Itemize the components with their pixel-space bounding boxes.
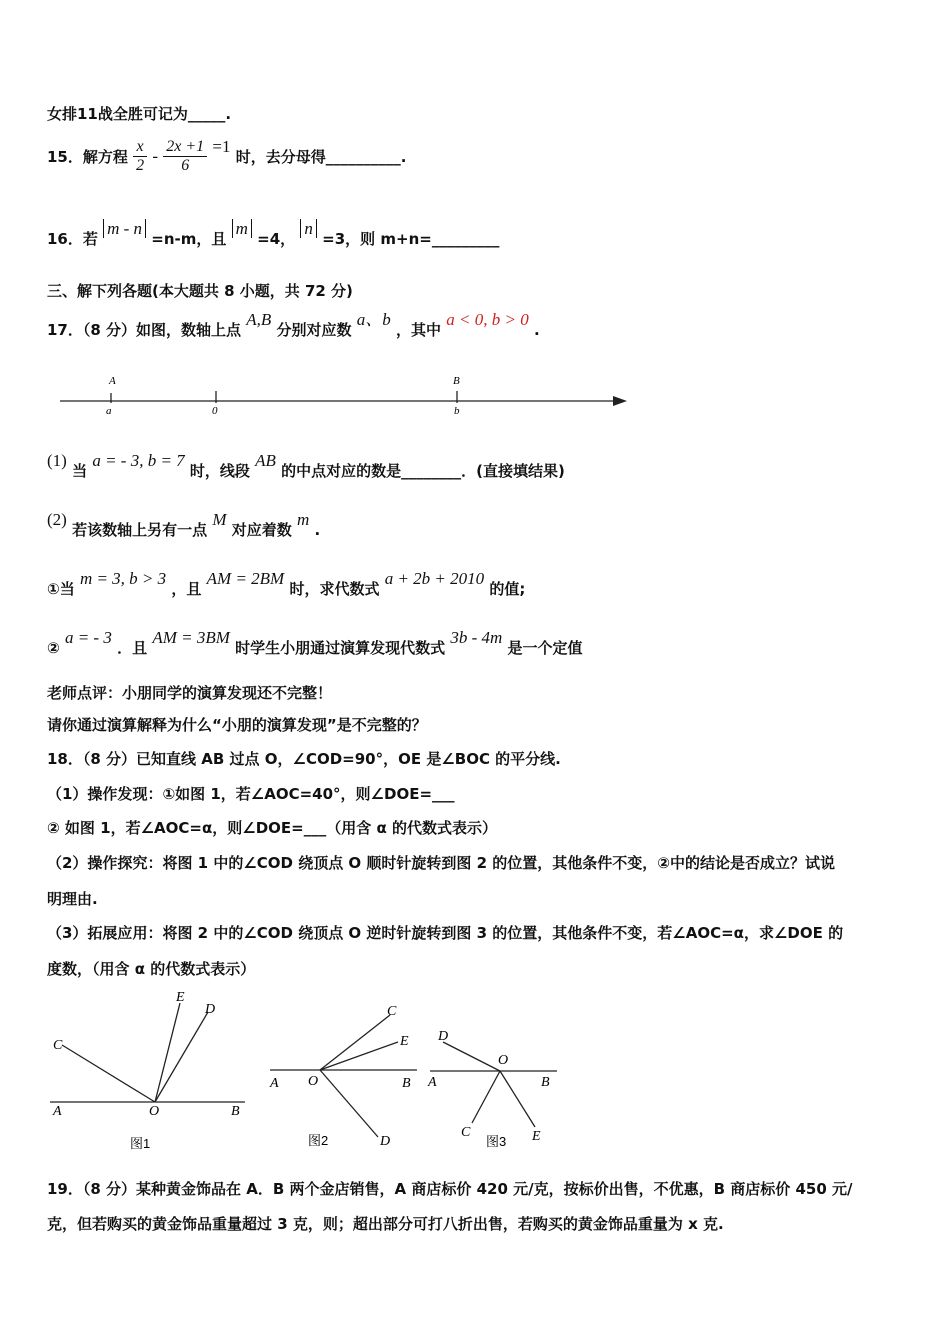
p2-text-2: 对应着数 [231,521,292,539]
q16-line [47,219,500,249]
q18-part2-line2: 明理由. [47,890,98,908]
q17-numbers: a、b [356,310,391,329]
fig2-label-C: C [387,1004,397,1019]
teacher-comment: 老师点评：小朋同学的演算发现还不完整！ [47,684,333,702]
q19-line1: 19．（8 分）某种黄金饰品在 A．B 两个金店销售，A 商店标价 420 元/克，按标价出售，不优惠，B 商店标价 450 元/ [47,1180,853,1198]
p1-ab: AB [255,451,276,470]
c1-text-1: ①当 [47,580,75,598]
fig3-label-D: D [438,1029,449,1044]
p2-number: (2) [47,510,67,529]
fig2-ray-OE [320,1042,398,1070]
label-B: B [453,375,460,387]
fig2-caption: 图2 [308,1133,329,1148]
fig1-ray-OC [62,1045,155,1102]
figure-1 [45,985,255,1155]
p1-number: (1) [47,451,67,470]
fig2-label-A: A [270,1076,279,1091]
c1-expression: a + 2b + 2010 [384,569,485,588]
fig3-label-E: E [532,1129,541,1144]
q15-frac1-den: 2 [136,157,145,174]
p2-m: m [296,510,310,529]
fig2-label-O: O [308,1074,319,1089]
c1-text-2: ，且 [171,580,202,598]
q15-minus: - [152,146,159,166]
fig3-label-O: O [498,1053,509,1068]
q18-part3-line2: 度数，（用含 α 的代数式表示） [47,960,256,978]
c2-text-4: 是一个定值 [507,639,583,657]
q15-frac2-num: 2x +1 [163,138,207,157]
fig2-ray-OD [320,1070,378,1137]
label-A: A [109,375,116,387]
label-a: a [106,405,112,417]
q18-part1: （1）操作发现：①如图 1，若∠AOC=40°，则∠DOE=___ [47,785,455,803]
c2-expression: 3b - 4m [450,628,503,647]
q17-case1 [47,569,526,599]
fig3-ray-OC [472,1071,500,1123]
q15-frac2-den: 6 [181,157,190,174]
q16-text-3: =3，则 m+n=_________ [322,230,500,248]
c2-text-1: ② [47,639,60,657]
q17-condition: a < 0, b > 0 [446,310,529,329]
fig3-label-B: B [541,1075,550,1090]
q15-tail: 时，去分母得__________. [235,148,407,166]
c2-am: AM = 3BM [152,628,230,647]
fig1-ray-OE [155,1003,180,1102]
fig3-caption: 图3 [486,1134,507,1149]
q16-text-2: =4， [257,230,296,248]
c2-math: a = - 3 [64,628,112,647]
number-line-figure [55,370,635,420]
p1-text-3: 的中点对应的数是________．(直接填结果) [281,462,565,480]
fig1-ray-OD [155,1012,208,1102]
p2-end: . [314,521,321,539]
q14-tail: 女排11战全胜可记为_____. [47,105,232,123]
p2-M: M [212,510,227,529]
c1-text-3: 时，求代数式 [289,580,380,598]
q18-part3-line1: （3）拓展应用：将图 2 中的∠COD 绕顶点 O 逆时针旋转到图 3 的位置，其他条件不变，若∠AOC=α，求∠DOE 的 [47,924,844,942]
q16-abs-m-minus-n: m - n [103,219,146,238]
explain-prompt: 请你通过演算解释为什么“小朋的演算发现”是不完整的？ [47,716,427,734]
fig2-label-B: B [402,1076,411,1091]
fig3-ray-OE [500,1071,535,1127]
fig1-label-O: O [149,1104,160,1119]
c2-text-2: ．且 [117,639,148,657]
q17-end: . [533,321,540,339]
q17-case2 [47,628,583,658]
q16-abs-m: m [232,219,252,238]
fig1-caption: 图1 [130,1136,151,1151]
fig1-label-E: E [176,990,185,1005]
section-heading: 三、解下列各题(本大题共 8 小题，共 72 分) [47,282,353,300]
fig1-label-A: A [53,1104,62,1119]
q16-text-1: =n-m，且 [151,230,227,248]
c2-text-3: 时学生小朋通过演算发现代数式 [235,639,446,657]
number-line-arrow-icon [613,396,627,406]
q18-stem: 18．（8 分）已知直线 AB 过点 O，∠COD=90°，OE 是∠BOC 的平分线. [47,750,561,768]
q19-line2: 克，但若购买的黄金饰品重量超过 3 克，则；超出部分可打八折出售，若购买的黄金饰品重量为 x 克. [47,1215,724,1233]
fig3-label-A: A [428,1075,437,1090]
p1-text-1: 当 [72,462,88,480]
q17-text-2: ，其中 [396,321,442,339]
q16-abs-n: n [300,219,317,238]
q15-frac1-num: x [133,138,147,157]
c1-text-4: 的值; [489,580,526,598]
q17-label: 17．（8 分）如图，数轴上点 [47,321,242,339]
q18-part1b: ② 如图 1，若∠AOC=α，则∠DOE=___（用含 α 的代数式表示） [47,819,497,837]
p1-text-2: 时，线段 [189,462,250,480]
c1-math: m = 3, b > 3 [79,569,167,588]
q17-part1 [47,451,565,481]
label-zero: 0 [212,405,218,417]
fig2-ray-OC [320,1015,390,1070]
q17-text-1: 分别对应数 [276,321,352,339]
fig1-label-D: D [205,1002,216,1017]
q15-line [47,138,406,175]
c1-am: AM = 2BM [206,569,285,588]
q15-label: 15．解方程 [47,148,128,166]
fig3-ray-OD [443,1042,500,1071]
p1-math: a = - 3, b = 7 [92,451,185,470]
q17-line [47,310,540,340]
fig2-label-E: E [400,1034,409,1049]
q16-label: 16．若 [47,230,98,248]
fig1-label-C: C [53,1038,63,1053]
fig1-label-B: B [231,1104,240,1119]
q17-part2 [47,510,321,540]
q15-equals: =1 [212,136,231,156]
q18-part2-line1: （2）操作探究：将图 1 中的∠COD 绕顶点 O 顺时针旋转到图 2 的位置，其他条件不变，②中的结论是否成立？试说 [47,854,835,872]
figure-2 [265,995,425,1155]
fig2-label-D: D [380,1134,391,1149]
figure-3 [425,1020,565,1155]
q17-points: A,B [246,310,272,329]
p2-text-1: 若该数轴上另有一点 [72,521,208,539]
q15-fraction-1 [133,138,147,175]
q15-fraction-2 [163,138,207,175]
fig3-label-C: C [461,1125,471,1140]
label-b: b [454,405,460,417]
